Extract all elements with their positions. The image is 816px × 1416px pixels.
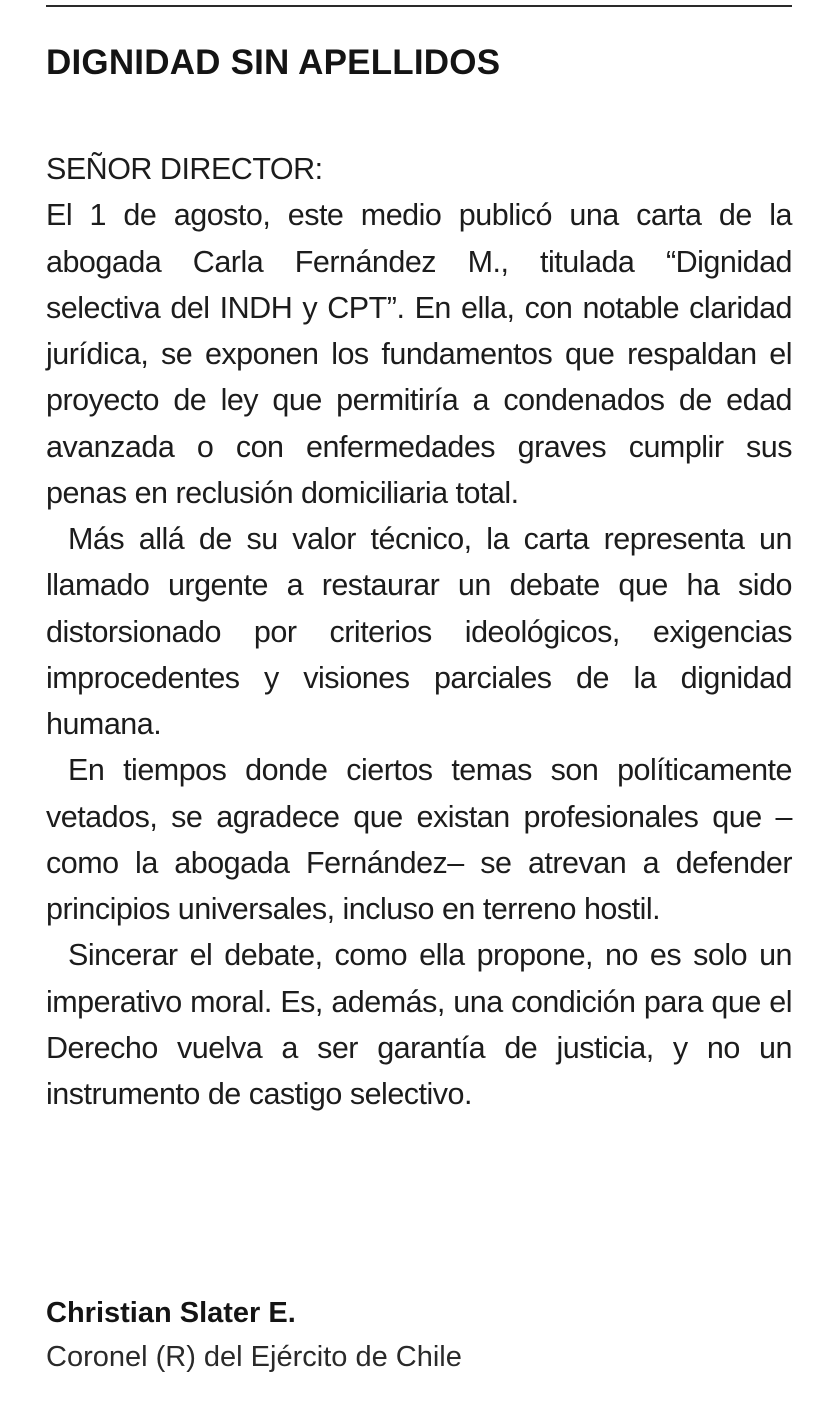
letter-body xyxy=(46,146,792,1117)
signer-title: Coronel (R) del Ejército de Chile xyxy=(46,1341,462,1373)
signature-block xyxy=(46,1293,792,1377)
paragraph-4: Sincerar el debate, como ella propone, no es solo un imperativo moral. Es, además, una condición para que el Derecho vuelva a ser garantía de justicia, y no un instrumento de castigo selectivo. xyxy=(46,938,792,1111)
paragraph-3: En tiempos donde ciertos temas son políticamente vetados, se agradece que existan profesionales que –como la abogada Fernández– se atrevan a defender principios universales, incluso en terreno hostil. xyxy=(46,753,792,926)
signer-name: Christian Slater E. xyxy=(46,1297,296,1329)
salutation: SEÑOR DIRECTOR: xyxy=(46,152,323,186)
paragraph-2: Más allá de su valor técnico, la carta representa un llamado urgente a restaurar un debate que ha sido distorsionado por criterios ideológicos, exigencias improcedentes y visiones parciales de la dignidad humana. xyxy=(46,522,792,741)
letter-headline: DIGNIDAD SIN APELLIDOS xyxy=(46,43,501,82)
paragraph-1: El 1 de agosto, este medio publicó una carta de la abogada Carla Fernández M., titulada “Dignidad selectiva del INDH y CPT”. En ella, con notable claridad jurídica, se exponen los fundamentos que respaldan el proyecto de ley que permitiría a condenados de edad avanzada o con enfermedades graves cumplir sus penas en reclusión domiciliaria total. xyxy=(46,198,792,510)
top-divider xyxy=(46,5,792,7)
